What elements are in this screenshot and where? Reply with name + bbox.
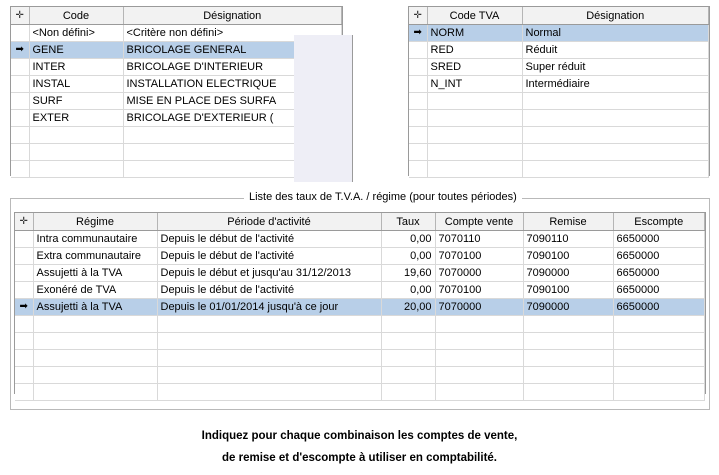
cell-code[interactable]: INTER — [29, 59, 123, 76]
table-row-empty[interactable] — [409, 161, 709, 178]
row-marker — [11, 144, 29, 161]
row-marker — [15, 333, 33, 350]
row-marker — [15, 231, 33, 248]
cell-regime[interactable]: Extra communautaire — [33, 248, 157, 265]
cell-remise[interactable]: 7090100 — [523, 282, 613, 299]
table-row-empty[interactable] — [409, 93, 709, 110]
cell-periode[interactable]: Depuis le début de l'activité — [157, 231, 381, 248]
tva-body — [409, 25, 709, 178]
table-row[interactable] — [15, 231, 705, 248]
table-row[interactable] — [11, 59, 342, 76]
table-row-empty[interactable] — [15, 367, 705, 384]
cell-regime[interactable]: Exonéré de TVA — [33, 282, 157, 299]
cell-code-tva[interactable] — [427, 110, 522, 127]
cell-code[interactable]: <Non défini> — [29, 25, 123, 42]
cell-taux[interactable] — [381, 384, 435, 401]
tva-codes-grid[interactable] — [408, 6, 710, 176]
cell-code[interactable]: INSTAL — [29, 76, 123, 93]
cell-regime[interactable] — [33, 316, 157, 333]
row-marker — [15, 367, 33, 384]
table-row-empty[interactable] — [409, 127, 709, 144]
cell-designation[interactable] — [522, 161, 709, 178]
table-row-empty[interactable] — [11, 161, 342, 178]
cell-designation[interactable] — [522, 110, 709, 127]
cell-designation[interactable] — [123, 127, 342, 144]
cell-code[interactable] — [29, 127, 123, 144]
cell-remise[interactable]: 7090100 — [523, 248, 613, 265]
column-header-remise[interactable]: Remise — [523, 213, 613, 231]
cell-designation[interactable] — [123, 144, 342, 161]
cell-escompte[interactable] — [613, 350, 705, 367]
row-marker — [15, 282, 33, 299]
cell-periode[interactable] — [157, 333, 381, 350]
row-marker — [15, 316, 33, 333]
table-row-empty[interactable] — [11, 144, 342, 161]
cell-regime[interactable]: Assujetti à la TVA — [33, 265, 157, 282]
cell-periode[interactable] — [157, 384, 381, 401]
table-row-empty[interactable] — [15, 333, 705, 350]
cell-regime[interactable] — [33, 333, 157, 350]
row-marker — [11, 161, 29, 178]
row-marker — [409, 110, 427, 127]
grid-corner-icon[interactable]: ✛ — [409, 7, 427, 25]
table-row[interactable] — [11, 110, 342, 127]
row-marker — [409, 144, 427, 161]
table-row[interactable] — [15, 282, 705, 299]
cell-remise[interactable]: 7090000 — [523, 299, 613, 316]
cell-code-tva[interactable] — [427, 161, 522, 178]
cell-code[interactable]: GENE — [29, 42, 123, 59]
cell-designation[interactable]: Normal — [522, 25, 709, 42]
cell-remise[interactable] — [523, 350, 613, 367]
cell-escompte[interactable]: 6650000 — [613, 299, 705, 316]
column-header-escompte[interactable]: Escompte — [613, 213, 705, 231]
cell-regime[interactable] — [33, 350, 157, 367]
cell-compte-vente[interactable]: 7070110 — [435, 231, 523, 248]
cell-escompte[interactable]: 6650000 — [613, 265, 705, 282]
cell-designation[interactable]: BRICOLAGE GENERAL — [123, 42, 342, 59]
footer-hint-line-2: de remise et d'escompte à utiliser en comptabilité. — [222, 452, 497, 464]
codes-body — [11, 25, 342, 178]
table-row[interactable] — [409, 76, 709, 93]
column-header-code-tva[interactable]: Code TVA — [427, 7, 522, 25]
cell-designation[interactable] — [522, 93, 709, 110]
cell-taux[interactable]: 20,00 — [381, 299, 435, 316]
cell-periode[interactable]: Depuis le 01/01/2014 jusqu'à ce jour — [157, 299, 381, 316]
cell-designation[interactable] — [522, 144, 709, 161]
cell-taux[interactable] — [381, 316, 435, 333]
row-marker — [409, 42, 427, 59]
cell-designation[interactable] — [123, 161, 342, 178]
cell-code-tva[interactable]: NORM — [427, 25, 522, 42]
cell-designation[interactable]: <Critère non défini> — [123, 25, 342, 42]
footer-hint-line-1: Indiquez pour chaque combinaison les comptes de vente, — [201, 430, 518, 442]
cell-taux[interactable]: 0,00 — [381, 231, 435, 248]
cell-compte-vente[interactable]: 7070000 — [435, 265, 523, 282]
cell-periode[interactable] — [157, 367, 381, 384]
cell-regime[interactable] — [33, 367, 157, 384]
table-row[interactable] — [11, 25, 342, 42]
column-header-compte-vente[interactable]: Compte vente — [435, 213, 523, 231]
codes-header-row — [11, 7, 342, 25]
cell-designation[interactable]: BRICOLAGE D'INTERIEUR — [123, 59, 342, 76]
table-row[interactable] — [409, 42, 709, 59]
taux-tva-table — [15, 213, 705, 401]
cell-code[interactable]: EXTER — [29, 110, 123, 127]
row-marker — [11, 59, 29, 76]
taux-body — [15, 231, 705, 401]
table-row[interactable] — [15, 299, 705, 316]
cell-designation[interactable]: INSTALLATION ELECTRIQUE — [123, 76, 342, 93]
cell-remise[interactable]: 7090000 — [523, 265, 613, 282]
cell-taux[interactable] — [381, 350, 435, 367]
cell-periode[interactable]: Depuis le début de l'activité — [157, 282, 381, 299]
cell-compte-vente[interactable]: 7070100 — [435, 282, 523, 299]
cell-compte-vente[interactable]: 7070000 — [435, 299, 523, 316]
cell-designation[interactable]: BRICOLAGE D'EXTERIEUR ( — [123, 110, 342, 127]
cell-regime[interactable]: Assujetti à la TVA — [33, 299, 157, 316]
cell-escompte[interactable]: 6650000 — [613, 282, 705, 299]
cell-escompte[interactable] — [613, 333, 705, 350]
table-row-empty[interactable] — [15, 316, 705, 333]
cell-code-tva[interactable]: N_INT — [427, 76, 522, 93]
cell-code-tva[interactable]: SRED — [427, 59, 522, 76]
cell-remise[interactable] — [523, 316, 613, 333]
column-header-designation[interactable]: Désignation — [522, 7, 709, 25]
cell-designation[interactable]: Intermédiaire — [522, 76, 709, 93]
column-header-regime[interactable]: Régime — [33, 213, 157, 231]
column-header-periode[interactable]: Période d'activité — [157, 213, 381, 231]
row-marker-selected: ➡ — [11, 42, 29, 59]
row-marker-selected: ➡ — [409, 25, 427, 42]
table-row[interactable] — [11, 76, 342, 93]
cell-remise[interactable] — [523, 333, 613, 350]
row-marker-selected: ➡ — [15, 299, 33, 316]
row-marker — [11, 110, 29, 127]
tva-header-row — [409, 7, 709, 25]
grid-corner-icon[interactable]: ✛ — [15, 213, 33, 231]
grid-corner-icon[interactable]: ✛ — [11, 7, 29, 25]
cell-escompte[interactable]: 6650000 — [613, 231, 705, 248]
table-row[interactable] — [409, 59, 709, 76]
codes-grid[interactable] — [10, 6, 343, 176]
table-row-empty[interactable] — [409, 110, 709, 127]
table-row[interactable] — [15, 248, 705, 265]
column-header-designation[interactable]: Désignation — [123, 7, 342, 25]
table-row[interactable] — [11, 42, 342, 59]
taux-tva-grid[interactable] — [14, 212, 706, 394]
row-marker — [11, 93, 29, 110]
row-marker — [15, 350, 33, 367]
table-row-empty[interactable] — [11, 127, 342, 144]
cell-taux[interactable]: 19,60 — [381, 265, 435, 282]
column-header-code[interactable]: Code — [29, 7, 123, 25]
row-marker — [15, 248, 33, 265]
cell-code[interactable] — [29, 144, 123, 161]
cell-compte-vente[interactable] — [435, 316, 523, 333]
cell-escompte[interactable]: 6650000 — [613, 248, 705, 265]
table-row[interactable] — [11, 93, 342, 110]
cell-code-tva[interactable]: RED — [427, 42, 522, 59]
table-row[interactable] — [15, 265, 705, 282]
cell-code-tva[interactable] — [427, 144, 522, 161]
cell-remise[interactable] — [523, 384, 613, 401]
cell-compte-vente[interactable]: 7070100 — [435, 248, 523, 265]
cell-regime[interactable]: Intra communautaire — [33, 231, 157, 248]
column-header-taux[interactable]: Taux — [381, 213, 435, 231]
row-marker — [11, 25, 29, 42]
row-marker — [11, 127, 29, 144]
row-marker — [15, 384, 33, 401]
table-row[interactable] — [409, 25, 709, 42]
cell-remise[interactable]: 7090110 — [523, 231, 613, 248]
cell-taux[interactable] — [381, 333, 435, 350]
groupbox-legend: Liste des taux de T.V.A. / régime (pour toutes périodes) — [244, 191, 522, 203]
row-marker — [409, 127, 427, 144]
cell-taux[interactable]: 0,00 — [381, 282, 435, 299]
taux-header-row — [15, 213, 705, 231]
table-row-empty[interactable] — [15, 350, 705, 367]
cell-remise[interactable] — [523, 367, 613, 384]
cell-designation[interactable] — [522, 127, 709, 144]
cell-compte-vente[interactable] — [435, 333, 523, 350]
row-marker — [409, 93, 427, 110]
row-marker — [409, 76, 427, 93]
tva-codes-table — [409, 7, 709, 178]
cell-regime[interactable] — [33, 384, 157, 401]
cell-designation[interactable]: Réduit — [522, 42, 709, 59]
cell-compte-vente[interactable] — [435, 384, 523, 401]
cell-designation[interactable]: MISE EN PLACE DES SURFA — [123, 93, 342, 110]
cell-compte-vente[interactable] — [435, 350, 523, 367]
cell-taux[interactable] — [381, 367, 435, 384]
row-marker — [15, 265, 33, 282]
cell-code[interactable]: SURF — [29, 93, 123, 110]
cell-periode[interactable]: Depuis le début et jusqu'au 31/12/2013 — [157, 265, 381, 282]
cell-code-tva[interactable] — [427, 93, 522, 110]
codes-table — [11, 7, 342, 178]
cell-periode[interactable] — [157, 350, 381, 367]
row-marker — [409, 59, 427, 76]
row-marker — [409, 161, 427, 178]
cell-escompte[interactable] — [613, 367, 705, 384]
cell-code[interactable] — [29, 161, 123, 178]
cell-taux[interactable]: 0,00 — [381, 248, 435, 265]
cell-periode[interactable] — [157, 316, 381, 333]
cell-designation[interactable]: Super réduit — [522, 59, 709, 76]
cell-compte-vente[interactable] — [435, 367, 523, 384]
row-marker — [11, 76, 29, 93]
cell-periode[interactable]: Depuis le début de l'activité — [157, 248, 381, 265]
table-row-empty[interactable] — [15, 384, 705, 401]
cell-escompte[interactable] — [613, 316, 705, 333]
cell-code-tva[interactable] — [427, 127, 522, 144]
table-row-empty[interactable] — [409, 144, 709, 161]
cell-escompte[interactable] — [613, 384, 705, 401]
